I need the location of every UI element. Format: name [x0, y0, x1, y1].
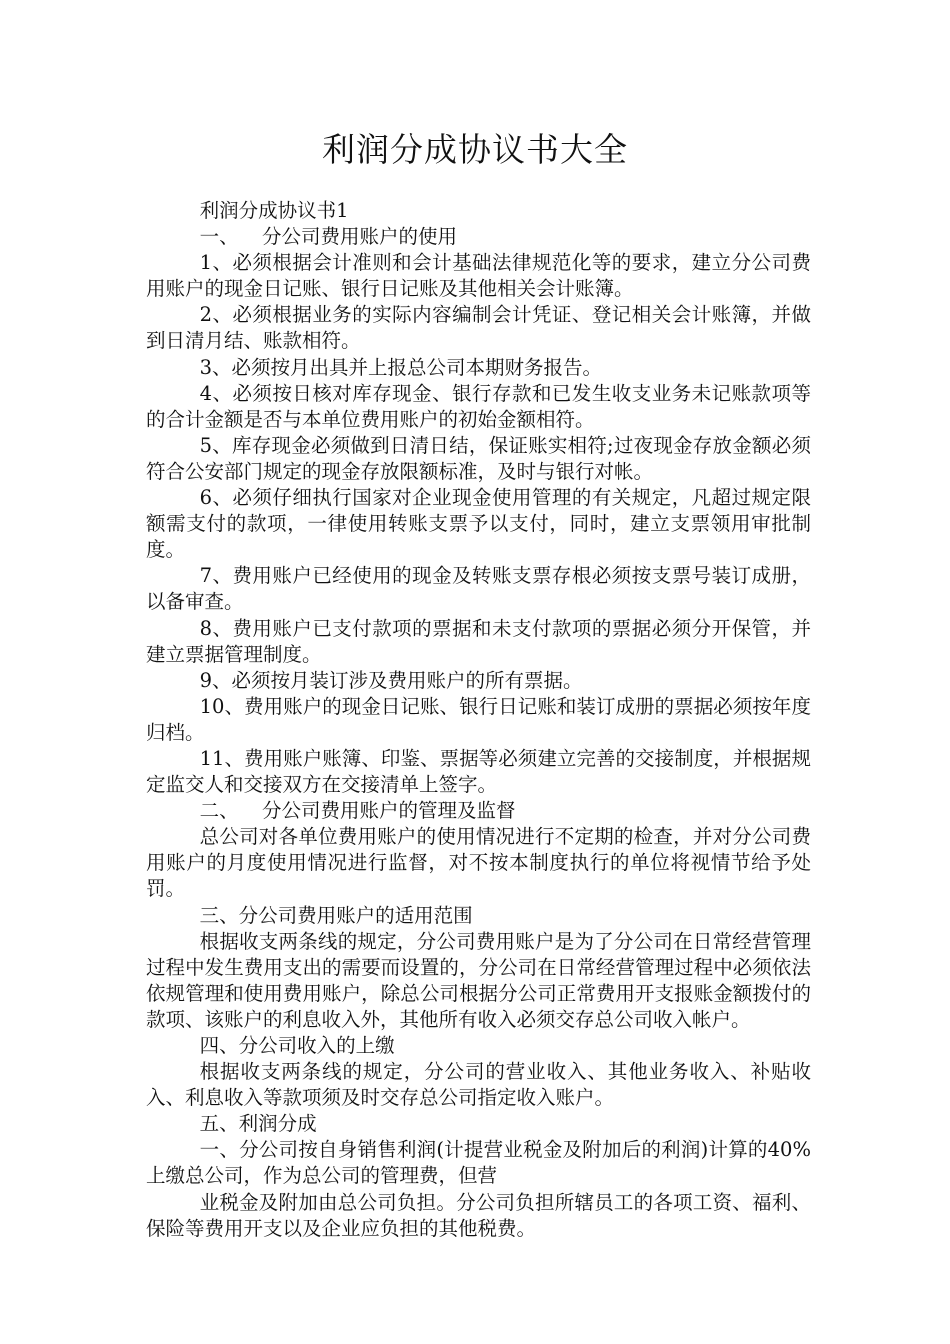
paragraph: 5、库存现金必须做到日清日结，保证账实相符;过夜现金存放金额必须符合公安部门规定的现金存放限额标准，及时与银行对帐。	[146, 433, 811, 483]
section-heading-3: 三、分公司费用账户的适用范围	[199, 903, 473, 927]
paragraph: 7、费用账户已经使用的现金及转账支票存根必须按支票号装订成册，以备审查。	[146, 564, 811, 614]
section-heading-1: 一、 分公司费用账户的使用	[199, 225, 458, 249]
paragraph: 总公司对各单位费用账户的使用情况进行不定期的检查，并对分公司费用账户的月度使用情况进行监督，对不按本制度执行的单位将视情节给予处罚。	[146, 825, 811, 901]
paragraph: 8、费用账户已支付款项的票据和未支付款项的票据必须分开保管，并建立票据管理制度。	[146, 616, 811, 666]
section-heading-2: 二、 分公司费用账户的管理及监督	[199, 799, 516, 823]
paragraph: 根据收支两条线的规定，分公司费用账户是为了分公司在日常经营管理过程中发生费用支出的需要而设置的，分公司在日常经营管理过程中必须依法依规管理和使用费用账户，除总公司根据分公司正常费用开支报账金额拨付的款项、该账户的利息收入外，其他所有收入必须交存总公司收入帐户。	[146, 929, 811, 1031]
document-title: 利润分成协议书大全	[322, 130, 628, 169]
section-heading-5: 五、利润分成	[199, 1112, 317, 1136]
paragraph: 2、必须根据业务的实际内容编制会计凭证、登记相关会计账簿，并做到日清月结、账款相符。	[146, 303, 811, 353]
paragraph: 4、必须按日核对库存现金、银行存款和已发生收支业务未记账款项等的合计金额是否与本单位费用账户的初始金额相符。	[146, 381, 811, 431]
paragraph: 根据收支两条线的规定，分公司的营业收入、其他业务收入、补贴收入、利息收入等款项须及时交存总公司指定收入账户。	[146, 1060, 811, 1110]
document-body	[146, 198, 811, 1242]
paragraph: 11、费用账户账簿、印鉴、票据等必须建立完善的交接制度，并根据规定监交人和交接双方在交接清单上签字。	[146, 746, 811, 797]
paragraph: 一、分公司按自身销售利润(计提营业税金及附加后的利润)计算的40%上缴总公司，作为总公司的管理费，但营	[146, 1138, 811, 1188]
paragraph: 9、必须按月装订涉及费用账户的所有票据。	[199, 668, 583, 692]
section-heading-4: 四、分公司收入的上缴	[199, 1034, 395, 1057]
paragraph: 3、必须按月出具并上报总公司本期财务报告。	[199, 355, 603, 379]
paragraph: 6、必须仔细执行国家对企业现金使用管理的有关规定，凡超过规定限额需支付的款项，一律使用转账支票予以支付，同时，建立支票领用审批制度。	[146, 486, 811, 562]
paragraph: 1、必须根据会计准则和会计基础法律规范化等的要求，建立分公司费用账户的现金日记账、银行日记账及其他相关会计账簿。	[146, 251, 811, 301]
paragraph-subtitle: 利润分成协议书1	[199, 199, 349, 222]
paragraph: 10、费用账户的现金日记账、银行日记账和装订成册的票据必须按年度归档。	[146, 694, 811, 744]
paragraph: 业税金及附加由总公司负担。分公司负担所辖员工的各项工资、福利、保险等费用开支以及企业应负担的其他税费。	[146, 1190, 811, 1240]
